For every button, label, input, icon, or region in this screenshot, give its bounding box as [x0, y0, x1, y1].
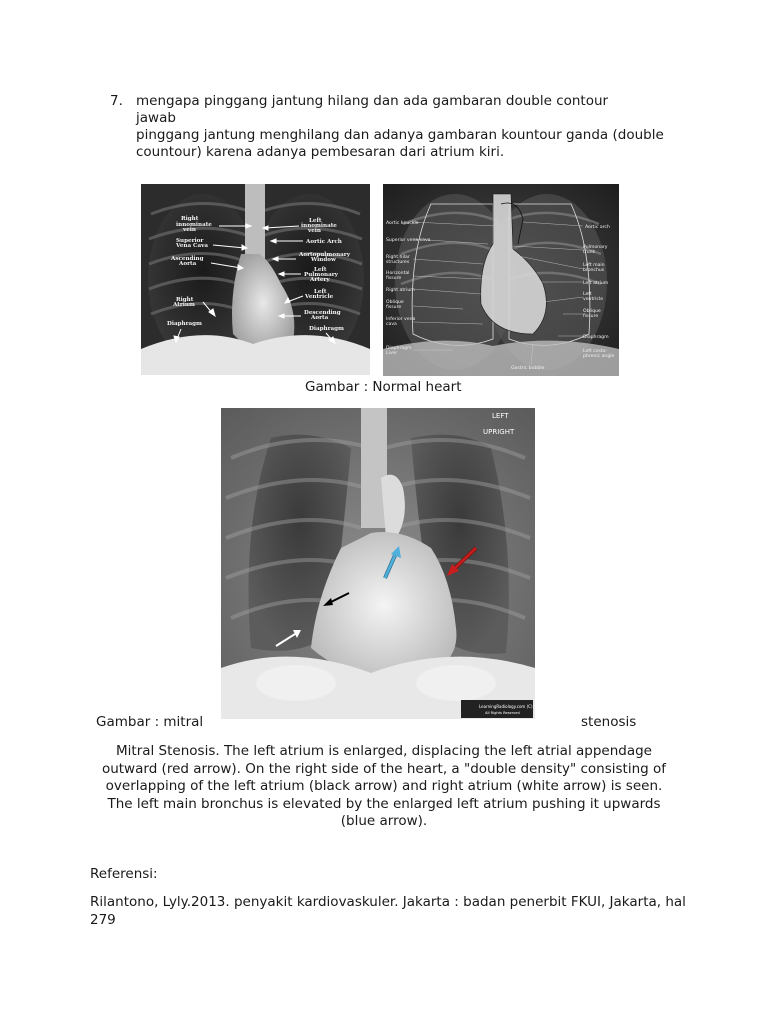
svg-text:Pulmonary: Pulmonary: [583, 245, 608, 250]
diagram-label-gastric-bubble: Gastric bubble: [511, 366, 545, 371]
svg-text:Oblique: Oblique: [386, 300, 404, 305]
svg-text:structures: structures: [386, 260, 410, 265]
svg-text:ventricle: ventricle: [583, 297, 604, 302]
svg-text:fissure: fissure: [386, 305, 402, 310]
svg-text:Oblique: Oblique: [583, 309, 601, 314]
question-text: mengapa pinggang jantung hilang dan ada gambaran double contour: [136, 93, 609, 109]
watermark: [461, 700, 533, 718]
svg-text:fissure: fissure: [583, 314, 599, 319]
answer-text-line-1: pinggang jantung menghilang dan adanya gambaran kountour ganda (double: [136, 127, 664, 143]
reference-entry: Rilantono, Lyly.2013. penyakit kardiovaskuler. Jakarta : badan penerbit FKUI, Jakarta, hal 279: [90, 894, 686, 928]
references-heading: Referensi:: [90, 866, 158, 882]
svg-text:Superior vena cava: Superior vena cava: [386, 238, 431, 243]
svg-text:Left: Left: [314, 289, 327, 295]
svg-text:Atrium: Atrium: [173, 302, 195, 308]
svg-text:innominate: innominate: [301, 223, 337, 229]
svg-text:Aortopulmonary: Aortopulmonary: [299, 252, 350, 258]
mitral-stenosis-xray: [221, 408, 535, 719]
svg-text:Vena Cava: Vena Cava: [176, 243, 208, 249]
label-svc: Superior: [176, 238, 204, 244]
svg-text:Horizontal: Horizontal: [386, 271, 410, 276]
svg-text:LearningRadiology.com (C): LearningRadiology.com (C): [479, 704, 533, 709]
label-upright: UPRIGHT: [483, 428, 515, 436]
svg-text:Diaphragm: Diaphragm: [386, 346, 412, 351]
svg-text:Liver: Liver: [386, 351, 398, 356]
label-right-atrium: Right: [176, 297, 194, 303]
svg-text:phrenic angle: phrenic angle: [583, 354, 615, 359]
svg-text:Ventricle: Ventricle: [305, 294, 334, 300]
svg-text:Aortic knuckle: Aortic knuckle: [386, 221, 419, 226]
svg-text:Aortic arch: Aortic arch: [585, 225, 610, 230]
answer-text-line-2: countour) karena adanya pembesaran dari atrium kiri.: [136, 144, 505, 160]
svg-text:innominate: innominate: [176, 222, 212, 228]
svg-text:fissure: fissure: [386, 276, 402, 281]
svg-text:Descending: Descending: [304, 310, 341, 316]
mitral-stenosis-description: Mitral Stenosis. The left atrium is enlarged, displacing the left atrial appendage outward (red arrow). On the right side of the heart, a "double density" consisting of overlapping of the left atrium (black arrow) and right atrium (white arrow) is seen. The left main bronchus is elevated by the enlarged left atrium pushing it upwards (blue arrow).: [101, 743, 667, 830]
svg-text:Aorta: Aorta: [311, 315, 329, 321]
label-diaphragm-right: Diaphragm: [309, 326, 344, 332]
svg-text:Left: Left: [309, 218, 322, 224]
svg-text:bronchus: bronchus: [583, 268, 605, 273]
label-right-innominate: Right: [181, 216, 199, 222]
svg-text:Left main: Left main: [583, 263, 605, 268]
label-aortic-arch: Aortic Arch: [306, 239, 342, 245]
svg-text:Diaphragm: Diaphragm: [583, 335, 609, 340]
figure2-caption-left: Gambar : mitral: [96, 714, 204, 730]
label-ascending-aorta: Ascending: [171, 256, 204, 262]
svg-text:Left: Left: [583, 292, 592, 297]
normal-heart-xray-diagram: [383, 184, 619, 376]
svg-text:trunk: trunk: [583, 250, 596, 255]
svg-text:vein: vein: [183, 227, 197, 233]
answer-heading: jawab: [136, 110, 176, 126]
svg-text:Aorta: Aorta: [179, 261, 197, 267]
svg-text:Window: Window: [311, 257, 336, 263]
label-diaphragm-left: Diaphragm: [167, 321, 202, 327]
normal-heart-xray-labelled: [141, 184, 370, 375]
svg-text:vein: vein: [308, 228, 322, 234]
question-number: 7.: [110, 93, 123, 109]
svg-text:Inferior vena: Inferior vena: [386, 317, 416, 322]
svg-text:Right atrium: Right atrium: [386, 288, 415, 293]
label-left: LEFT: [492, 412, 509, 420]
svg-text:Artery: Artery: [310, 277, 330, 283]
svg-text:Pulmonary: Pulmonary: [304, 272, 338, 278]
svg-text:Left: Left: [314, 267, 327, 273]
svg-text:All Rights Reserved: All Rights Reserved: [485, 711, 520, 715]
svg-text:Left costo-: Left costo-: [583, 349, 608, 354]
figure1-caption: Gambar : Normal heart: [305, 379, 462, 395]
svg-text:Right hilar: Right hilar: [386, 255, 410, 260]
figure2-caption-right: stenosis: [581, 714, 637, 730]
svg-text:cava: cava: [386, 322, 397, 327]
svg-text:Left atrium: Left atrium: [583, 281, 609, 286]
